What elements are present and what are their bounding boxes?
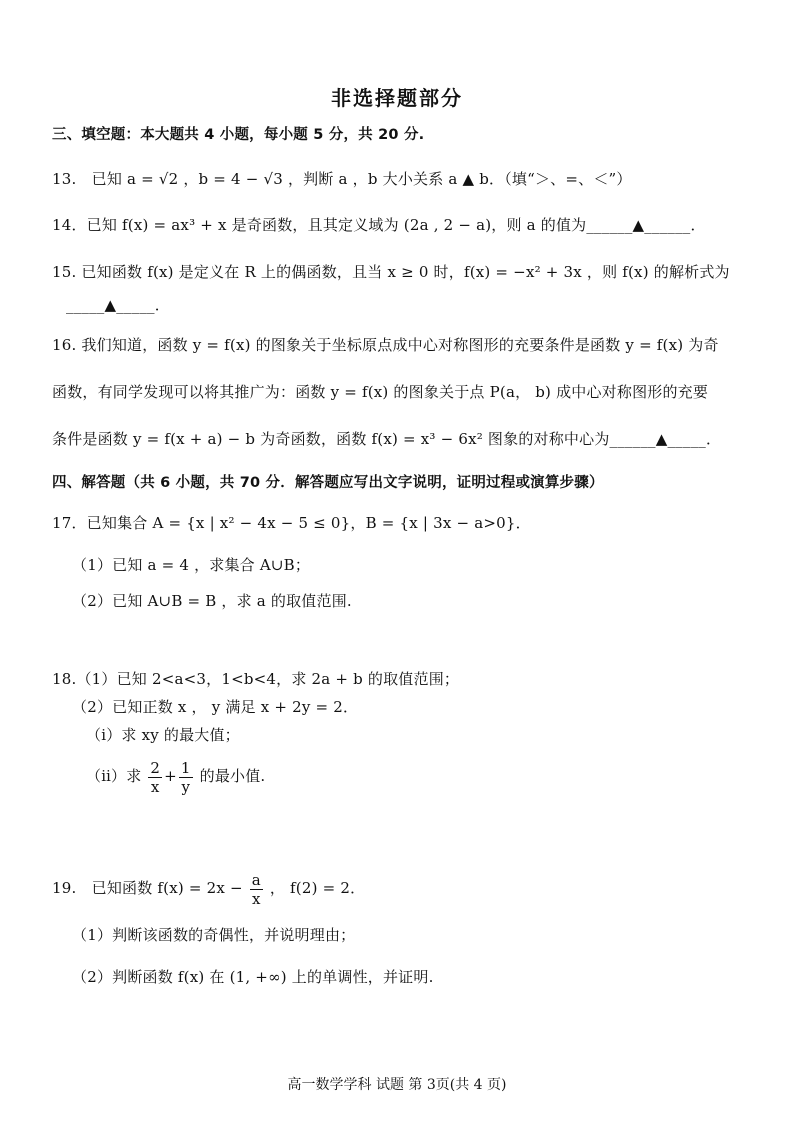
- q19-suffix: ， f(2) = 2．: [269, 879, 366, 897]
- question-14: 14．已知 f(x) = ax³ + x 是奇函数，且其定义域为 (2a , 2 − a)，则 a 的值为______▲______．: [52, 216, 706, 234]
- question-17-part-1: （1）已知 a = 4 ，求集合 A∪B；: [72, 556, 311, 574]
- page-title: 非选择题部分: [331, 86, 463, 110]
- plus-sign: +: [164, 767, 177, 785]
- fraction-numerator: 2: [150, 758, 161, 777]
- question-19-part-2: （2）判断函数 f(x) 在 (1, +∞) 上的单调性，并证明.: [72, 968, 434, 986]
- question-16-line-2: 函数，有同学发现可以将其推广为：函数 y = f(x) 的图象关于点 P(a， b) 成中心对称图形的充要: [52, 383, 709, 401]
- fraction-numerator: a: [251, 870, 261, 889]
- question-18: 18.（1）已知 2<a<3，1<b<4，求 2a + b 的取值范围；: [52, 670, 460, 688]
- fraction-1-over-y: [179, 759, 193, 796]
- q18-ii-prefix: （ⅱ）求: [86, 767, 142, 785]
- fraction-denominator: x: [150, 777, 160, 796]
- question-16-line-1: 16. 我们知道，函数 y = f(x) 的图象关于坐标原点成中心对称图形的充要条件是函数 y = f(x) 为奇: [52, 336, 719, 354]
- q18-ii-suffix: 的最小值.: [199, 767, 266, 785]
- question-15-line-2: _____▲_____．: [66, 296, 170, 314]
- fraction-numerator: 1: [180, 758, 191, 777]
- question-13: 13. 已知 a = √2 ，b = 4 − √3 ，判断 a ，b 大小关系 a ▲ b．（填“＞、=、＜”）: [52, 170, 632, 188]
- question-16-line-3: 条件是函数 y = f(x + a) − b 为奇函数，函数 f(x) = x³ − 6x² 图象的对称中心为______▲_____．: [52, 430, 722, 448]
- question-19: [52, 870, 365, 908]
- question-18-part-2-i: （ⅰ）求 xy 的最大值；: [86, 726, 240, 744]
- question-17: 17．已知集合 A = {x | x² − 4x − 5 ≤ 0}，B = {x | 3x − a>0}．: [52, 514, 531, 532]
- question-15-line-1: 15. 已知函数 f(x) 是定义在 R 上的偶函数，且当 x ≥ 0 时，f(x) = −x² + 3x ，则 f(x) 的解析式为: [52, 263, 730, 281]
- question-19-part-1: （1）判断该函数的奇偶性，并说明理由；: [72, 926, 356, 944]
- section-fill-blank-heading: 三、填空题：本大题共 4 小题，每小题 5 分，共 20 分.: [52, 127, 425, 143]
- fraction-denominator: y: [181, 777, 191, 796]
- fraction-denominator: x: [252, 889, 261, 908]
- fraction-2-over-x: [148, 759, 162, 796]
- section-answer-heading: 四、解答题（共 6 小题，共 70 分．解答题应写出文字说明，证明过程或演算步骤）: [52, 475, 604, 491]
- question-18-part-2-ii: [86, 758, 265, 796]
- fraction-a-over-x: [250, 871, 263, 908]
- page-footer: 高一数学学科 试题 第 3页(共 4 页): [287, 1077, 507, 1093]
- q19-prefix: 19. 已知函数 f(x) = 2x −: [52, 879, 243, 897]
- question-18-part-2: （2）已知正数 x ， y 满足 x + 2y = 2．: [72, 698, 359, 716]
- question-17-part-2: （2）已知 A∪B = B ，求 a 的取值范围.: [72, 592, 352, 610]
